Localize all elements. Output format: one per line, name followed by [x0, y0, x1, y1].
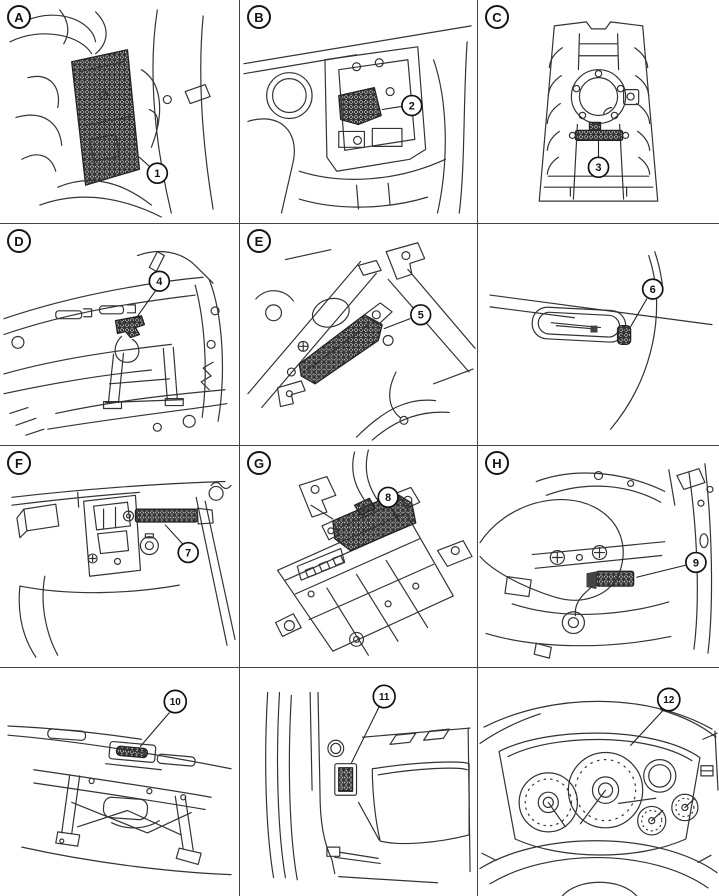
figure-art — [480, 701, 718, 896]
leader-line — [384, 319, 410, 329]
svg-text:5: 5 — [417, 309, 424, 322]
instrument-side-switch-figure — [240, 668, 477, 896]
cell-12 — [478, 668, 719, 896]
combination-meter-figure — [478, 668, 719, 896]
engine-harness-module-figure — [0, 0, 239, 223]
cell-11 — [240, 668, 478, 896]
leader-line — [382, 107, 401, 110]
panel-label-f: F — [7, 451, 31, 475]
callout-10 — [164, 690, 186, 712]
dashboard-bracket-connector-figure — [240, 0, 477, 223]
callout-11 — [373, 685, 395, 707]
connector-hatched — [333, 493, 416, 550]
panel-label-e: E — [247, 229, 271, 253]
callout-9 — [686, 553, 706, 573]
svg-text:4: 4 — [156, 276, 163, 289]
cell-h — [478, 446, 719, 668]
engine-compartment-connector-figure — [478, 446, 719, 667]
handle-detail — [590, 326, 597, 333]
callout-4 — [149, 271, 169, 291]
callout-3 — [588, 157, 608, 177]
figure-art — [480, 464, 713, 658]
cell-6 — [478, 224, 719, 446]
unit-hatched — [575, 130, 622, 140]
leader-line — [637, 565, 685, 577]
cell-f — [0, 446, 240, 668]
figure-art — [248, 243, 475, 440]
panel-label-c: C — [485, 5, 509, 29]
callout-7 — [178, 543, 198, 563]
figure-art — [12, 482, 235, 658]
cell-10 — [0, 668, 240, 896]
cell-c — [478, 0, 719, 224]
callout-1 — [147, 163, 167, 183]
switch-hatched — [339, 768, 353, 791]
figure-art — [490, 252, 712, 430]
svg-text:12: 12 — [663, 695, 675, 707]
leader-line — [140, 713, 169, 747]
inner-panel-antenna-figure — [0, 446, 239, 667]
svg-text:6: 6 — [649, 284, 656, 297]
leader-line — [139, 157, 150, 167]
cell-b — [240, 0, 478, 224]
cell-e — [240, 224, 478, 446]
panel-label-a: A — [7, 5, 31, 29]
leader-line — [165, 525, 183, 545]
figure-art — [10, 10, 213, 217]
panel-label-b: B — [247, 5, 271, 29]
figure-art — [244, 26, 471, 213]
leader-line — [631, 299, 647, 327]
connector-hatched — [116, 316, 145, 338]
panel-label-h: H — [485, 451, 509, 475]
control-unit-figure — [240, 446, 477, 667]
svg-text:1: 1 — [154, 168, 161, 181]
callout-8 — [378, 487, 398, 507]
leader-line — [352, 707, 380, 763]
figure-art — [266, 692, 470, 882]
svg-text:3: 3 — [595, 162, 602, 175]
crossmember-bracket-figure — [240, 224, 477, 445]
seat-frame-connector-figure — [0, 668, 239, 896]
svg-text:8: 8 — [385, 492, 392, 505]
switch-hatched — [618, 326, 631, 345]
svg-text:9: 9 — [692, 557, 699, 570]
panel-label-g: G — [247, 451, 271, 475]
callout-6 — [643, 279, 663, 299]
svg-text:7: 7 — [185, 547, 192, 560]
connector-hatched — [339, 88, 381, 125]
svg-text:2: 2 — [408, 100, 415, 113]
cell-d — [0, 224, 240, 446]
svg-text:11: 11 — [378, 691, 390, 704]
figure-art — [276, 450, 473, 655]
panel-label-d: D — [7, 229, 31, 253]
cell-a — [0, 0, 240, 224]
antenna-hatched — [135, 509, 197, 522]
cell-g — [240, 446, 478, 668]
callout-12 — [658, 688, 680, 710]
callout-2 — [402, 96, 422, 116]
leader-line — [136, 291, 155, 318]
door-pull-handle-switch-figure — [478, 224, 719, 445]
connector-hatched — [596, 571, 633, 586]
figure-art — [8, 726, 231, 875]
connector-hatched — [116, 746, 148, 758]
console-finisher-figure — [478, 0, 719, 223]
figure-art — [4, 252, 227, 436]
rear-body-harness-figure — [0, 224, 239, 445]
svg-text:10: 10 — [169, 697, 181, 709]
callout-5 — [411, 305, 431, 325]
